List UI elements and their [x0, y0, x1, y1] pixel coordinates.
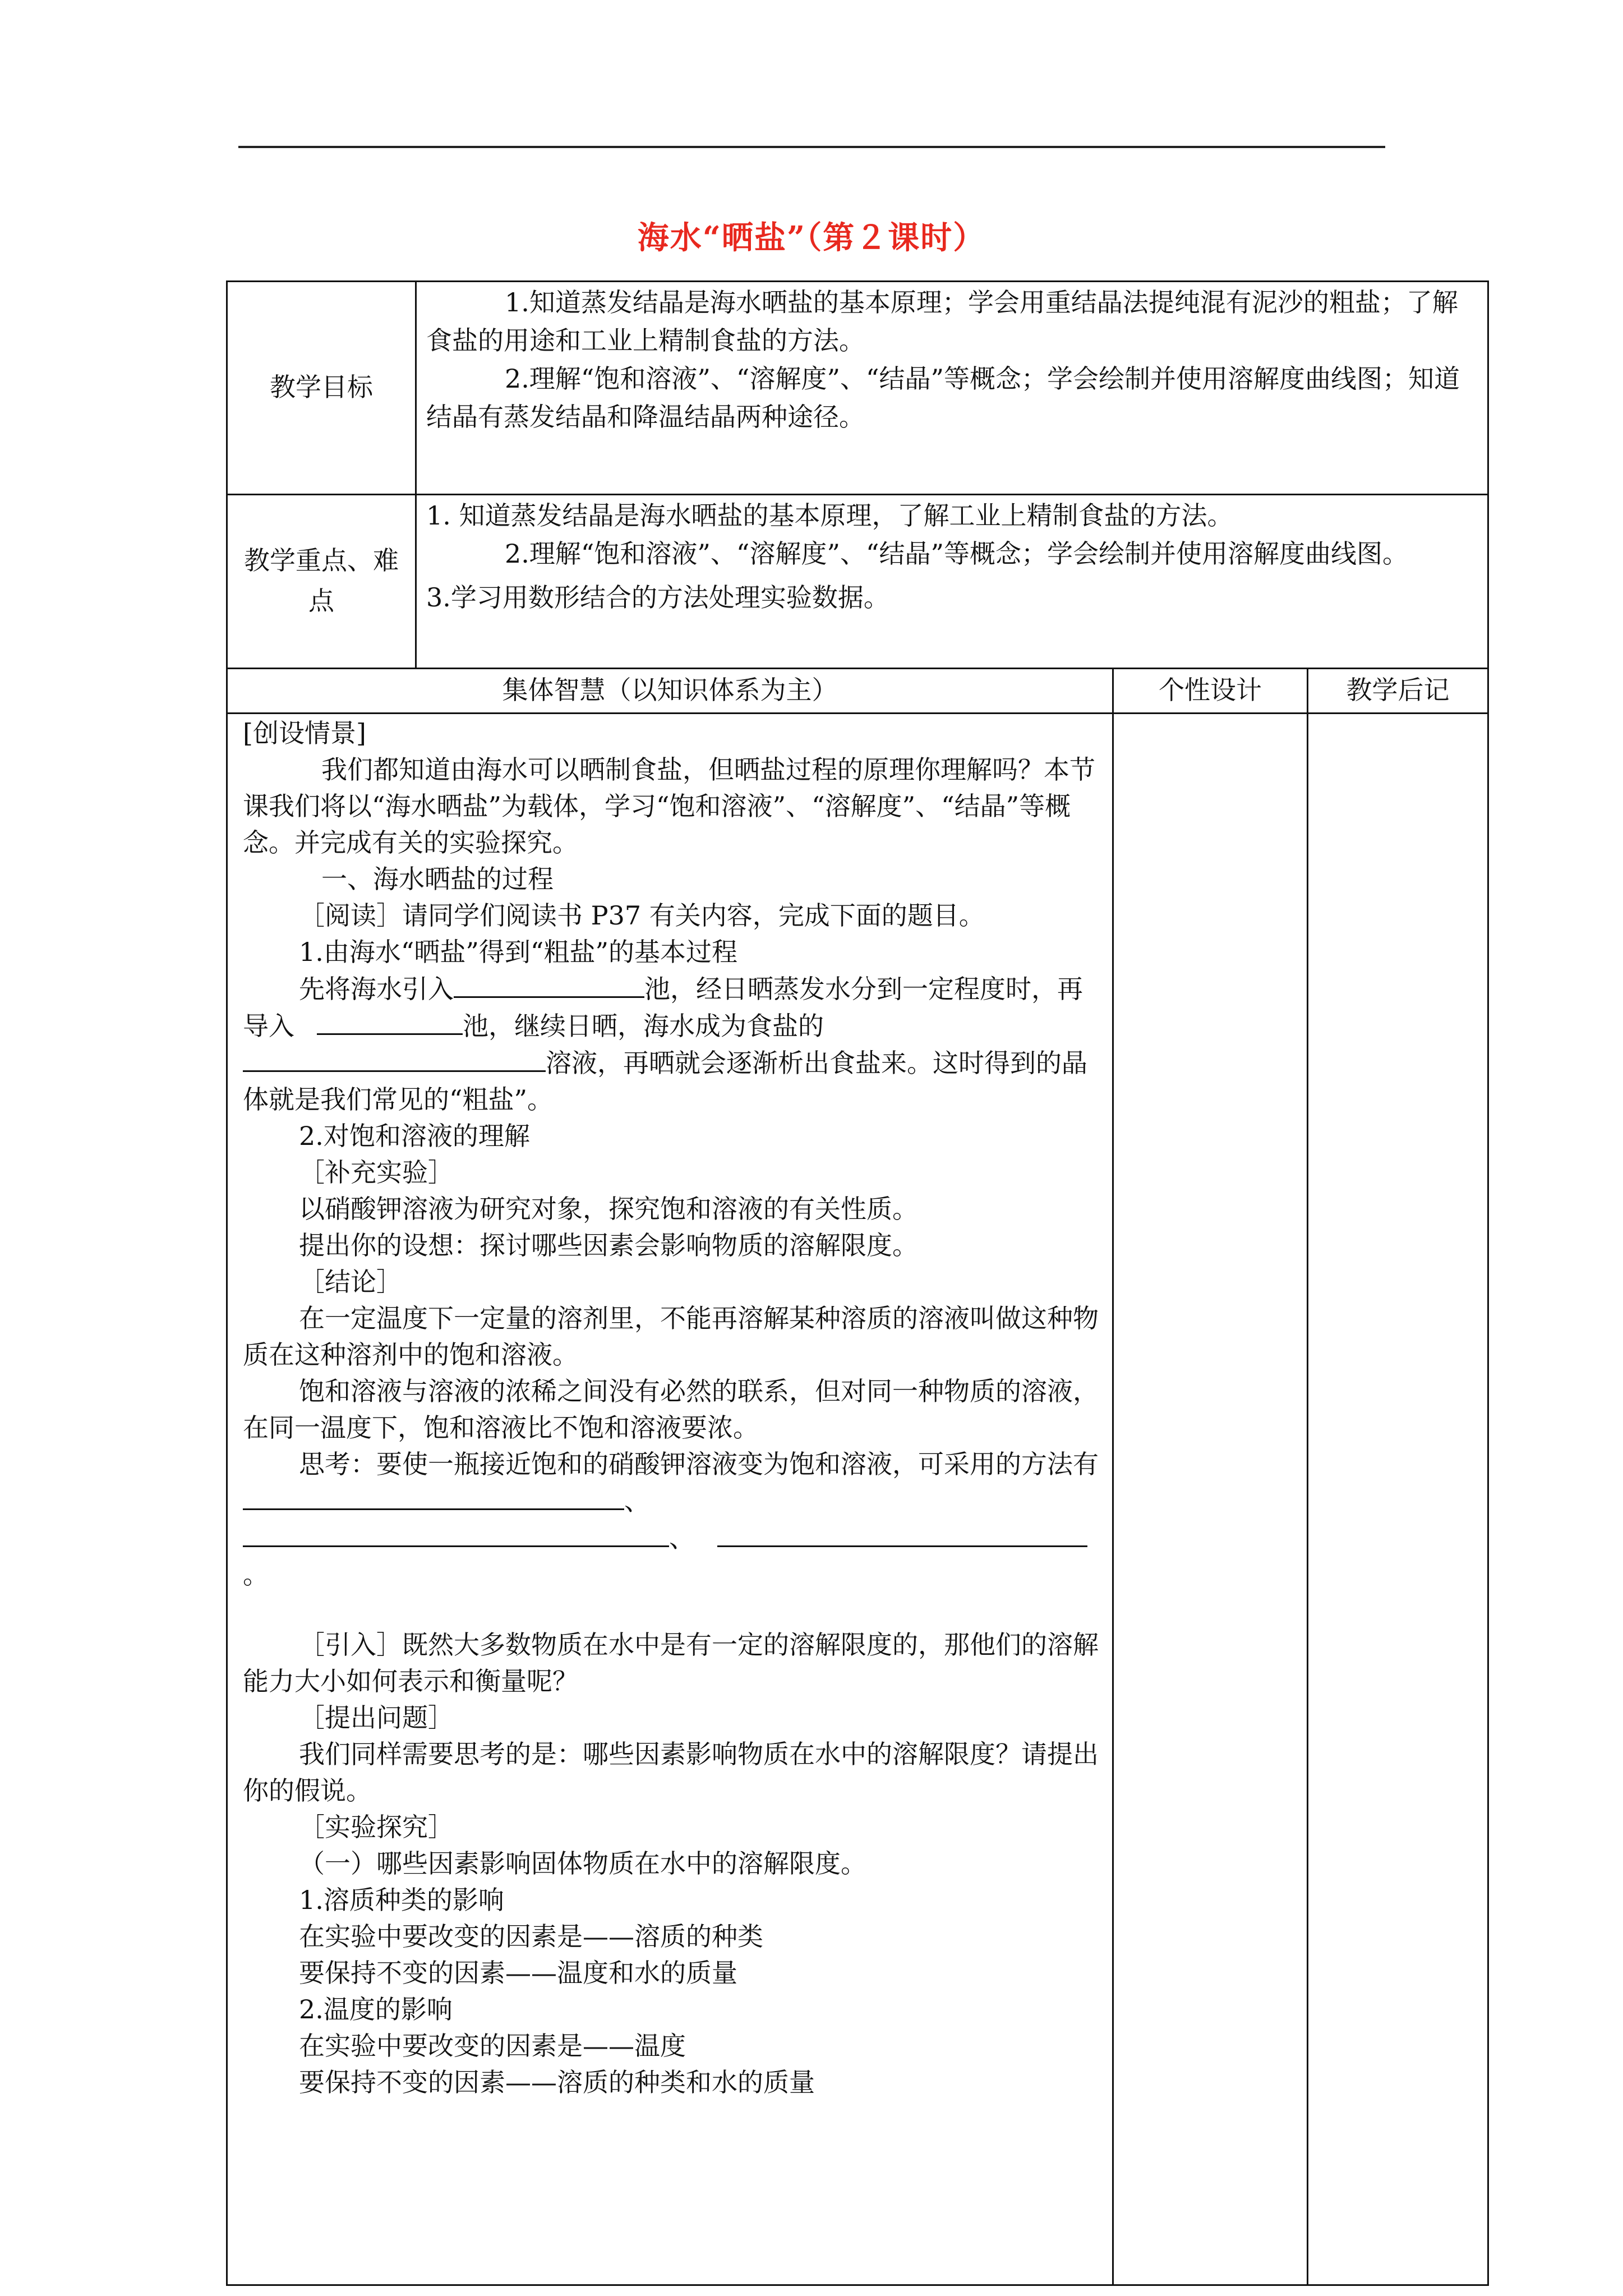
paragraph: 要保持不变的因素——溶质的种类和水的质量 — [299, 2067, 815, 2097]
paragraph: 我们都知道由海水可以晒制食盐，但晒盐过程的原理你理解吗？本节课我们将以“海水晒盐”为载体，学习“饱和溶液”、“溶解度”、“结晶”等概念。并完成有关的实验探究。 — [243, 754, 1095, 858]
key-points-label — [228, 494, 415, 668]
objective-item: 1.知道蒸发结晶是海水晒盐的基本原理；学会用重结晶法提纯混有泥沙的粗盐；了解食盐的用途和工业上精制食盐的方法。 — [426, 287, 1458, 356]
fill-text: 池，经日晒蒸发水分到一定程度时，再导入 — [243, 974, 1083, 1041]
paragraph: 饱和溶液与溶液的浓稀之间没有必然的联系，但对同一种物质的溶液，在同一温度下，饱和溶液比不饱和溶液要浓。 — [243, 1376, 1099, 1443]
section-heading: ［实验探究］ — [299, 1812, 454, 1842]
paragraph: ［引入］既然大多数物质在水中是有一定的溶解限度的，那他们的溶解能力大小如何表示和衡量呢？ — [243, 1630, 1099, 1696]
objectives-label: 教学目标 — [270, 372, 373, 402]
paragraph: 我们同样需要思考的是：哪些因素影响物质在水中的溶解限度？请提出你的假说。 — [243, 1739, 1099, 1806]
section-heading: 一、海水晒盐的过程 — [321, 864, 554, 894]
subheading: 1.溶质种类的影响 — [299, 1885, 504, 1915]
table-divider — [226, 712, 1489, 714]
section-heading: ［补充实验］ — [299, 1157, 454, 1188]
page-title: 海水“晒盐”（第２课时） — [637, 219, 986, 256]
subheading: 1.由海水“晒盐”得到“粗盐”的基本过程 — [299, 937, 737, 967]
answer-blank[interactable] — [243, 1045, 546, 1072]
column-header-personal: 个性设计 — [1159, 675, 1262, 705]
fill-text: 。 — [243, 1559, 269, 1590]
answer-blank[interactable] — [717, 1520, 1087, 1547]
fill-text: 、 — [624, 1486, 650, 1516]
subheading: 2.温度的影响 — [299, 1994, 453, 2024]
fill-text: 先将海水引入 — [299, 974, 454, 1004]
fill-text: 思考：要使一瓶接近饱和的硝酸钾溶液变为饱和溶液，可采用的方法有 — [299, 1449, 1099, 1479]
answer-blank[interactable] — [454, 970, 644, 998]
table-divider — [415, 280, 417, 668]
fill-in-paragraph — [243, 1520, 1106, 1593]
answer-blank[interactable] — [243, 1520, 669, 1547]
section-heading: ［结论］ — [299, 1267, 402, 1297]
subheading: 2.对饱和溶液的理解 — [299, 1121, 530, 1151]
spacer — [243, 1593, 1106, 1627]
subheading: （一）哪些因素影响固体物质在水中的溶解限度。 — [299, 1848, 866, 1879]
objectives-text — [426, 283, 1475, 436]
table-border-right — [1487, 280, 1489, 2284]
objective-item: 2.理解“饱和溶液”、“溶解度”、“结晶”等概念；学会绘制并使用溶解度曲线图；知道结晶有蒸发结晶和降温结晶两种途径。 — [426, 364, 1460, 432]
paragraph: 要保持不变的因素——温度和水的质量 — [299, 1958, 737, 1988]
section-heading: [创设情景] — [243, 718, 366, 748]
paragraph: 以硝酸钾溶液为研究对象，探究饱和溶液的有关性质。 — [299, 1194, 918, 1224]
fill-text: 、 — [669, 1523, 695, 1553]
answer-blank[interactable] — [317, 1007, 463, 1035]
key-points-text — [426, 496, 1475, 616]
table-divider — [1112, 668, 1114, 2284]
column-header-notes: 教学后记 — [1346, 675, 1450, 705]
fill-text: 池，继续日晒，海水成为食盐的 — [463, 1011, 824, 1041]
lesson-body — [243, 715, 1106, 2101]
key-point-item: 2.理解“饱和溶液”、“溶解度”、“结晶”等概念；学会绘制并使用溶解度曲线图。 — [505, 539, 1408, 569]
fill-in-paragraph — [243, 1446, 1106, 1520]
fill-text: 溶液，再晒就会逐渐析出食盐来。这时得到的晶体就是我们常见的“粗盐”。 — [243, 1048, 1087, 1115]
fill-in-paragraph — [243, 970, 1106, 1118]
paragraph: 在实验中要改变的因素是——温度 — [299, 2031, 686, 2061]
paragraph: 在一定温度下一定量的溶剂里，不能再溶解某种溶质的溶液叫做这种物质在这种溶剂中的饱和溶液。 — [243, 1303, 1099, 1370]
column-header-collective: 集体智慧（以知识体系为主） — [502, 675, 838, 705]
table-divider — [1307, 668, 1308, 2284]
paragraph: ［阅读］请同学们阅读书 P37 有关内容，完成下面的题目。 — [299, 900, 985, 931]
header-rule — [238, 146, 1385, 148]
table-border-bottom — [226, 2284, 1489, 2286]
answer-blank[interactable] — [243, 1483, 624, 1510]
key-point-item: 1. 知道蒸发结晶是海水晒盐的基本原理，了解工业上精制食盐的方法。 — [426, 500, 1233, 531]
paragraph: 在实验中要改变的因素是——溶质的种类 — [299, 1921, 763, 1952]
section-heading: ［提出问题］ — [299, 1703, 454, 1733]
key-point-item: 3.学习用数形结合的方法处理实验数据。 — [426, 582, 889, 613]
key-points-label-text: 教学重点、难点 — [244, 545, 399, 616]
paragraph: 提出你的设想：探讨哪些因素会影响物质的溶解限度。 — [299, 1230, 918, 1260]
